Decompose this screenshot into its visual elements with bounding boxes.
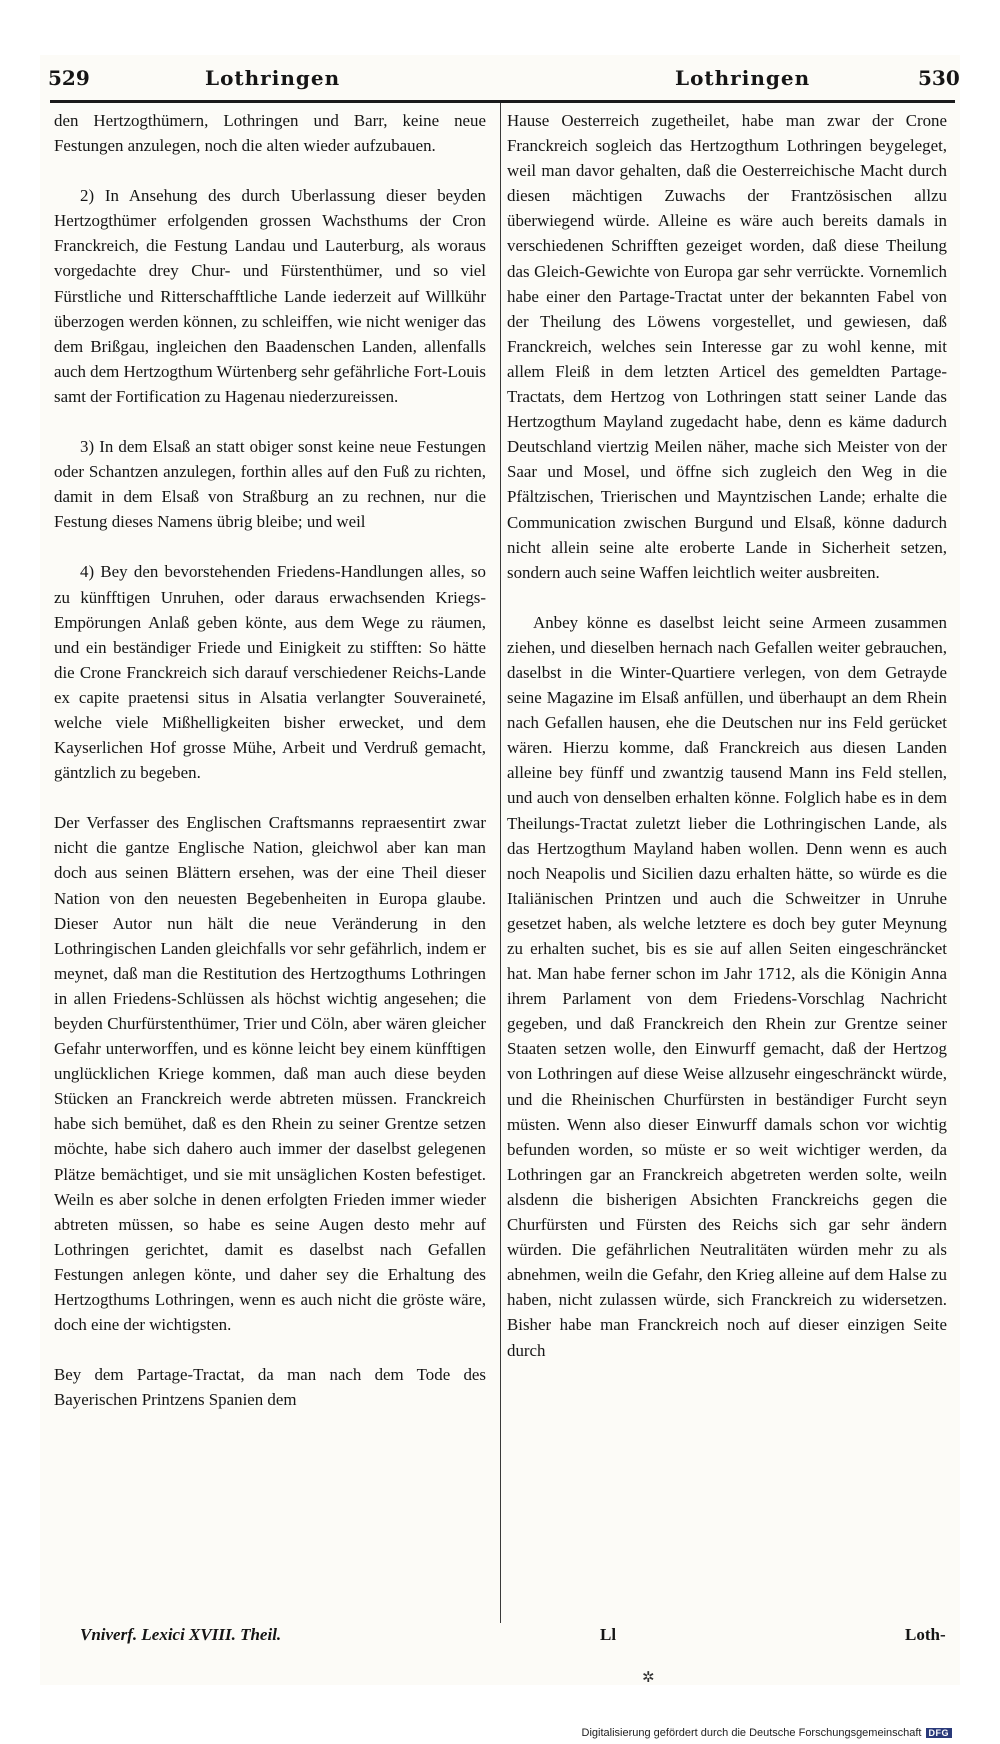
- paragraph: 2) In Ansehung des durch Uberlassung dieser beyden Hertzogthümer erfolgenden grossen Wachsthums der Cron Franckreich, die Festung Landau und Lauterburg, als woraus vorgedachte drey Chur- und Fürstenthümer, und so viel Fürstliche und Ritterschafftliche Lande iederzeit auf Willkühr überzogen werden können, zu schleiffen, wie nicht weniger das dem Brißgau, ingleichen den Baadenschen Landen, allenfalls auch dem Hertzogthum Würtenberg sehr gefährliche Fort-Louis samt der Fortification zu Hagenau niederzureissen.: [54, 186, 486, 406]
- paragraph: Der Verfasser des Englischen Craftsmanns repraesentirt zwar nicht die gantze Englische Nation, gleichwol aber kan man doch aus seinen Blättern ersehen, was der eine Theil dieser Nation von den neuesten Begebenheiten in Europa glaube. Dieser Autor nun hält die neue Veränderung in den Lothringischen Landen gleichfalls vor sehr gefährlich, indem er meynet, daß man die Restitution des Hertzogthums Lothringen in allen Friedens-Schlüssen als höchst wichtig angesehen; die beyden Churfürstenthümer, Trier und Cöln, aber wären gleicher Gefahr unterworffen, und es könne leicht bey einem künfftigen unglücklichen Kriege kommen, daß man auch diese beyden Stücken an Franckreich werde abtreten müssen. Franckreich habe sich bemühet, daß es den Rhein zu seiner Grentze setzen möchte, habe sich dahero auch immer der daselbst gelegenen Plätze bemächtiget, und sie mit unsäglichen Kosten befestiget. Weiln es aber solche in denen erfolgten Frieden immer wieder abtreten müssen, so habe es seine Augen desto mehr auf Lothringen gerichtet, damit es daselbst nach Gefallen Festungen anlegen könte, und daher sey die Erhaltung des Hertzogthums Lothringen, wenn es auch nicht die gröste wäre, doch eine der wichtigsten.: [54, 813, 486, 1335]
- header-rule: [50, 100, 955, 103]
- paragraph: den Hertzogthümern, Lothringen und Barr, keine neue Festungen anzulegen, noch die alten wieder aufzubauen.: [54, 111, 486, 156]
- left-column: [54, 108, 486, 1412]
- catchword: Loth-: [905, 1625, 946, 1644]
- credit-text: Digitalisierung gefördert durch die Deutsche Forschungsgemeinschaft: [581, 1727, 922, 1739]
- ornament-icon: ✲: [642, 1668, 655, 1686]
- paragraph: Hause Oesterreich zugetheilet, habe man zwar der Crone Franckreich sogleich das Hertzogthum Lothringen beygeleget, weil man davor gehalten, daß die Oesterreichische Macht durch diesen mächtigen Zuwachs der Frantzösischen allzu überwiegend würde. Alleine es wäre auch bereits damals in verschiedenen Schrifften gezeiget worden, daß diese Theilung das Gleich-Gewichte von Europa gar sehr verrückte. Vornemlich habe einer den Partage-Tractat unter der bekannten Fabel von der Theilung des Löwens vorgestellet, und gewiesen, daß Franckreich, welches sein Interesse gar zu wohl kenne, mit allem Fleiß in dem letzten Articel des gemeldten Partage-Tractats, dem Hertzog von Lothringen statt seiner Lande das Hertzogthum Mayland zugedacht habe, denn es käme dadurch Deutschland viertzig Meilen näher, mache sich Meister von der Saar und Mosel, und öffne sich zugleich den Weg in die Pfältzischen, Trierischen und Mayntzischen Lande; erhalte die Communication zwischen Burgund und Elsaß, könne dadurch nicht allein seine alte eroberte Lande in Sicherheit setzen, sondern auch seine Waffen leichtlich weiter ausbreiten.: [507, 111, 947, 582]
- page-number-left: 529: [48, 66, 90, 90]
- page-number-right: 530: [918, 66, 960, 90]
- sheet-mark: Ll: [600, 1625, 617, 1644]
- running-title-left: Lothringen: [205, 66, 341, 90]
- paragraph: Bey dem Partage-Tractat, da man nach dem Tode des Bayerischen Printzens Spanien dem: [54, 1365, 486, 1410]
- dfg-logo: DFG: [926, 1728, 953, 1738]
- right-column: [507, 108, 947, 1363]
- signature-line: Vniverf. Lexici XVIII. Theil.: [80, 1625, 282, 1644]
- paragraph: 3) In dem Elsaß an statt obiger sonst keine neue Festungen oder Schantzen anzulegen, forthin alles auf den Fuß zu richten, damit in dem Elsaß von Straßburg an zu rechnen, nur die Festung dieses Namens übrig bleibe; und weil: [54, 437, 486, 532]
- paragraph: 4) Bey den bevorstehenden Friedens-Handlungen alles, so zu künfftigen Unruhen, oder daraus erwachsenden Kriegs-Empörungen Anlaß geben könte, aus dem Wege zu räumen, und ein beständiger Friede und Einigkeit zu stifften: So hätte die Crone Franckreich sich darauf verschiedener Reichs-Lande ex capite praetensi situs in Alsatia verlangter Souveraineté, welche viele Mißhelligkeiten bisher erwecket, und dem Kayserlichen Hof grosse Mühe, Arbeit und Verdruß gemacht, gäntzlich zu begeben.: [54, 562, 486, 783]
- paragraph: Anbey könne es daselbst leicht seine Armeen zusammen ziehen, und dieselben hernach nach Gefallen weiter gebrauchen, daselbst in die Winter-Quartiere verlegen, von dem Getrayde seine Magazine im Elsaß anfüllen, und überhaupt an dem Rhein nach Gefallen hausen, ehe die Deutschen nur ins Feld gerücket wären. Hierzu komme, daß Franckreich aus diesen Landen alleine bey fünff und zwantzig tausend Mann ins Feld stellen, und auch von denselben erhalten könne. Folglich habe es in dem Theilungs-Tractat zuletzt lieber die Lothringischen Lande, als das Hertzogthum Mayland haben wollen. Denn wenn es auch noch Neapolis und Sicilien dazu erhalten hätte, so würde es die Italiänischen Printzen und auch die Schweitzer in Unruhe gesetzet haben, als welche letztere es doch bey guter Meynung zu erhalten suchet, bis es sie auf allen Seiten eingeschräncket hat. Man habe ferner schon im Jahr 1712, als die Königin Anna ihrem Parlament von dem Friedens-Vorschlag Nachricht gegeben, und daß Franckreich den Rhein zur Grentze seiner Staaten setzen wolle, den Einwurff gemacht, daß der Hertzog von Lothringen auf diese Weise allzusehr eingeschränckt würde, und die Rheinischen Churfürsten in beständiger Furcht seyn müsten. Wenn also dieser Einwurff damals schon vor wichtig befunden worden, so müste er so weit wichtiger werden, da Lothringen gar an Franckreich abgetreten werden solte, weiln alsdenn die bisherigen Absichten Franckreichs gegen die Churfürsten und Fürsten des Reichs sich gar sehr ändern würden. Die gefährlichen Neutralitäten würden mehr zu als abnehmen, weiln die Gefahr, den Krieg alleine auf dem Halse zu haben, nicht zulassen würde, sich Franckreich zu widersetzen. Bisher habe man Franckreich noch auf dieser einzigen Seite durch: [507, 612, 947, 1360]
- running-title-right: Lothringen: [675, 66, 811, 90]
- column-divider: [500, 103, 501, 1623]
- digitization-credit: [582, 1727, 952, 1739]
